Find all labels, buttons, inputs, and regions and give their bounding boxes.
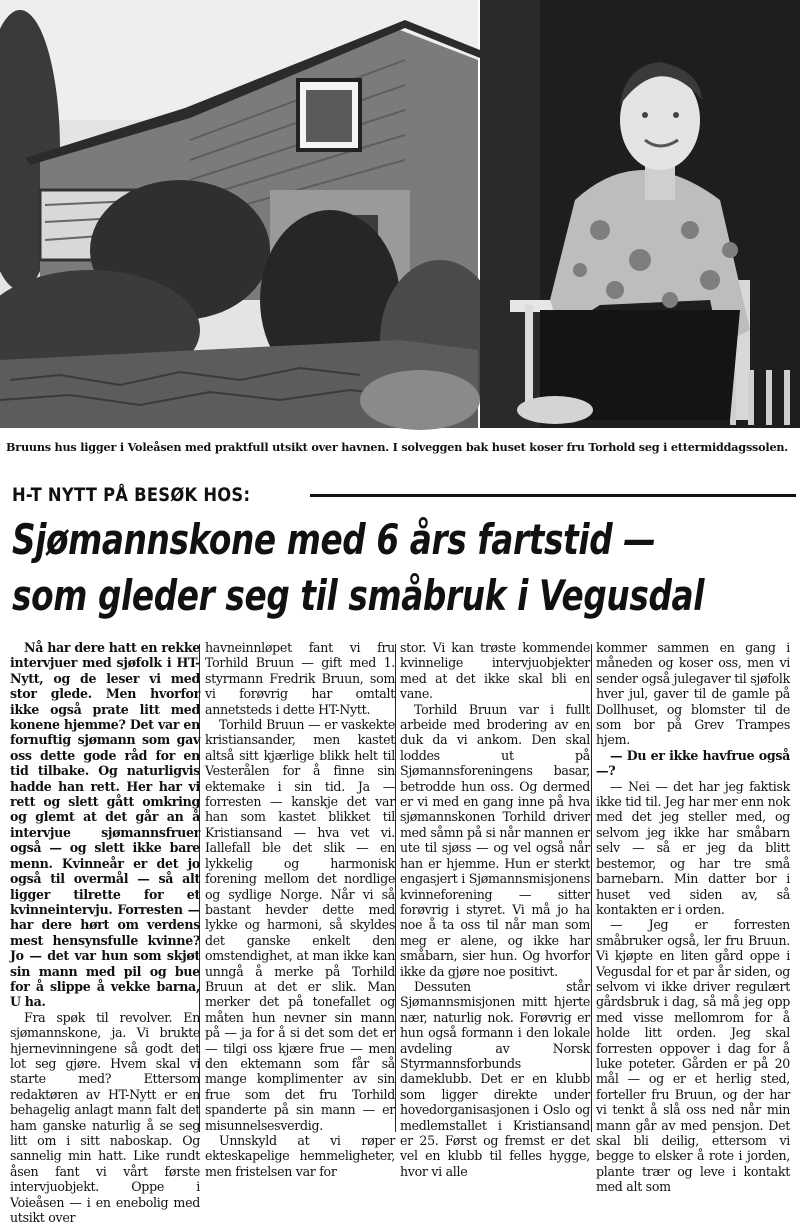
body-paragraph: Torhild Bruun — er vaskekte kristiansander, men kastet altså sitt kjærlige blikk helt til Vesterålen for å finne sin ektemake i sin tid. Ja — forresten — kanskje det var han som kastet blikket til Kristiansand — hva vet vi. Iallefall ble det slik — en lykkelig og harmonisk forening mellom det nordlige og sydlige Norge. Når vi så bastant hevder dette med lykke og harmoni, så skyldes det ganske enkelt den omstendighet, at man ikke kan unngå å merke på Torhild Bruun at det er slik. Man merker det på tonefallet og måten hun nevner sin mann på — ja for å si det som det er — tilgi oss kjære frue — men den ektemann som får så mange komplimenter av sin frue som det fru Torhild spanderte på sin mann — er misunnelsesverdig. [205, 717, 395, 1133]
interview-question: — Du er ikke havfrue også —? [596, 747, 790, 779]
body-paragraph: stor. Vi kan trøste kommende kvinnelige intervjuobjekter med at det ikke skal bli en vane. [400, 640, 590, 702]
body-paragraph: havneinnløpet fant vi fru Torhild Bruun — gift med 1. styrmann Fredrik Bruun, som vi forøvrig har omtalt annetsteds i dette HT-Nytt. [205, 640, 395, 717]
kicker-rule [310, 494, 796, 497]
headline-line-1: Sjømannskone med 6 års fartstid — [12, 515, 656, 564]
article-body [0, 640, 800, 1225]
kicker-text: H-T NYTT PÅ BESØK HOS: [12, 484, 251, 506]
body-paragraph: Fra spøk til revolver. En sjømannskone, ja. Vi brukte hjernevinningene så godt det lot seg gjøre. Hvem skal vi starte med? Ettersom redaktøren av HT-Nytt er en behagelig anlagt mann falt det ham ganske naturlig å se seg litt om i sitt naboskap. Og sannelig min hatt. Like rundt åsen fant vi vårt første intervjuobjekt. Oppe i Voieåsen — i en enebolig med utsikt over [10, 1009, 200, 1225]
section-kicker [12, 482, 796, 508]
headline-line-2: som gleder seg til småbruk i Vegusdal [12, 571, 705, 620]
lead-paragraph: Nå har dere hatt en rekke intervjuer med sjøfolk i HT-Nytt, og de leser vi med stor glede. Men hvorfor ikke også prate litt med konene hjemme? Det var en fornuftig sjømann som gav oss dette gode råd for en tid tilbake. Og naturligvis hadde han rett. Her har vi rett og slett gått omkring og glemt at det går an å intervjue sjømannsfruer også — og slett ikke bare menn. Kvinneår er det jo også til overmål — så alt ligger tilrette for et kvinneintervju. Forresten — har dere hørt om verdens mest hensynsfulle kvinne? Jo — det var hun som skjøt sin mann med pil og bue for å slippe å vekke barna, U ha. [10, 640, 200, 1010]
body-paragraph: Torhild Bruun var i fullt arbeide med brodering av en duk da vi ankom. Den skal loddes ut på Sjømannsforeningens basar, betrodde hun oss. Og dermed er vi med en gang inne på hva sjømannskonen Torhild driver med såmn på si når mannen er ute til sjøss — og vel også når han er hjemme. Hun er sterkt engasjert i Sjømannsmisjonens kvinneforening — sitter forøvrig i styret. Vi må jo ha noe å ta oss til når man som meg er alene, og ikke har småbarn, sier hun. Og hvorfor ikke da gjøre noe positivt. [400, 701, 590, 979]
house-photo-illustration [0, 0, 478, 428]
body-paragraph: — Jeg er forresten småbruker også, ler fru Bruun. Vi kjøpte en liten gård oppe i Vegusdal for et par år siden, og selvom vi ikke driver regulært gårdsbruk i dag, så må jeg opp med visse mellomrom for å holde litt orden. Jeg skal forresten oppover i dag for å luke poteter. Gården er på 20 mål — og er et herlig sted, forteller fru Bruun, og der har vi tenkt å slå oss ned når min mann går av med pensjon. Det skal bli deilig, ettersom vi begge to elsker å rote i jorden, plante trær og leve i kontakt med alt som [596, 917, 790, 1195]
body-paragraph: — Nei — det har jeg faktisk ikke tid til. Jeg har mer enn nok med det jeg steller med, og selvom jeg ikke har småbarn selv — så er jeg da blitt bestemor, og har tre små barnebarn. Min datter bor i huset ved siden av, så kontakten er i orden. [596, 778, 790, 917]
article-column-2 [205, 640, 395, 1179]
article-column-3 [400, 640, 590, 1179]
photo-strip [0, 0, 800, 428]
woman-portrait-illustration [480, 0, 800, 428]
house-photo [0, 0, 478, 428]
article-column-4 [596, 640, 790, 1195]
photo-caption: Bruuns hus ligger i Voleåsen med praktfull utsikt over havnen. I solveggen bak huset koser fru Torhold seg i ettermiddagssolen. [6, 440, 788, 454]
woman-portrait-photo [480, 0, 800, 428]
body-paragraph: Unnskyld at vi røper ekteskapelige hemmeligheter, men fristelsen var for [205, 1133, 395, 1179]
body-paragraph: kommer sammen en gang i måneden og koser oss, men vi sender også julegaver til sjøfolk hver jul, gaver til de gamle på Dollhuset, og blomster til de som bor på Grev Trampes hjem. [596, 640, 790, 748]
body-paragraph: Dessuten står Sjømannsmisjonen mitt hjerte nær, naturlig nok. Forøvrig er hun også formann i den lokale avdeling av Norsk Styrmannsforbunds dameklubb. Det er en klubb som ligger direkte under hovedorganisasjonen i Oslo og medlemstallet i Kristiansand er 25. Først og fremst er det vel en klubb til felles hygge, hvor vi alle [400, 978, 590, 1179]
article-column-1 [10, 640, 200, 1225]
